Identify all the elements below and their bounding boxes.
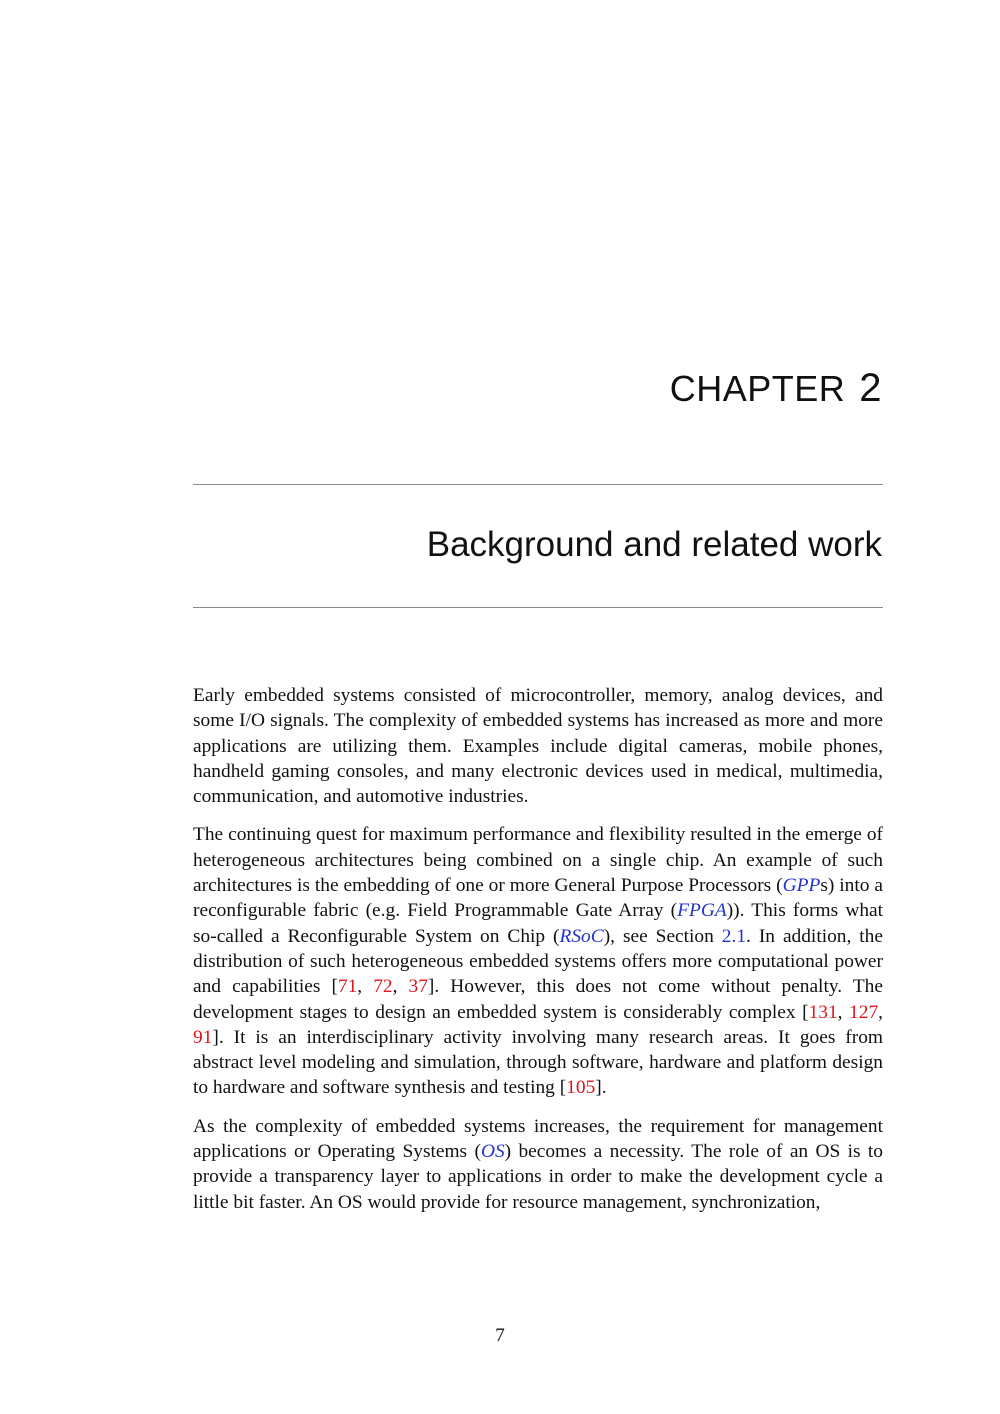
text-span: ) becomes a necessity. The role of an OS is to provide a transparency layer to applications in order to make the development cycle a little bit faster. An OS would provide for resource management, synchronization, <box>193 1141 883 1213</box>
text-span: As the complexity of embedded systems increases, the requirement for management applications or Operating Systems ( <box>193 1115 883 1163</box>
paragraph-1: Early embedded systems consisted of microcontroller, memory, analog devices, and some I/O signals. The complexity of embedded systems has increased as more and more applications are utilizing them. Examples include digital cameras, mobile phones, handheld gaming consoles, and many electronic devices used in medical, multimedia, communication, and automotive industries. <box>193 685 883 808</box>
acronym-link-os[interactable]: OS <box>480 1141 505 1163</box>
paragraph-2 <box>193 822 883 1100</box>
citation-link-72[interactable]: 72 <box>373 976 393 998</box>
paragraph-3 <box>193 1114 883 1215</box>
citation-link-71[interactable]: 71 <box>337 976 358 998</box>
citation-link-91[interactable]: 91 <box>193 1026 213 1048</box>
chapter-title: Background and related work <box>426 525 882 564</box>
citation-link-37[interactable]: 37 <box>408 976 428 998</box>
citation-link-105[interactable]: 105 <box>566 1077 596 1099</box>
body-text <box>193 683 883 1228</box>
text-span: ]. <box>595 1077 607 1099</box>
chapter-word: CHAPTER <box>669 368 846 409</box>
text-span: ]. However, this does not come without penalty. The development stages to design an embedded system is considerably complex [ <box>193 976 883 1023</box>
acronym-link-gpp[interactable]: GPP <box>782 875 821 897</box>
section-link-2-1[interactable]: 2.1 <box>721 925 747 947</box>
citation-link-131[interactable]: 131 <box>808 1001 838 1023</box>
text-span: . In addition, the distribution of such heterogeneous embedded systems offers more computational power and capabilities [ <box>193 925 883 998</box>
citation-separator: , <box>357 976 374 998</box>
acronym-link-fpga[interactable]: FPGA <box>677 900 727 922</box>
citation-separator: , <box>878 1001 883 1023</box>
chapter-number: 2 <box>859 366 882 410</box>
citation-separator: , <box>837 1001 850 1023</box>
title-rule-bottom <box>193 607 883 608</box>
acronym-link-rsoc[interactable]: RSoC <box>559 925 604 947</box>
title-rule-top <box>193 484 883 485</box>
citation-link-127[interactable]: 127 <box>849 1001 879 1023</box>
text-span: ]. It is an interdisciplinary activity involving many research areas. It goes from abstract level modeling and simulation, through software, hardware and platform design to hardware and software synthesis and testing [ <box>193 1026 883 1099</box>
text-span: ), see Section <box>603 925 722 947</box>
text-span: The continuing quest for maximum performance and flexibility resulted in the emerge of heterogeneous architectures being combined on a single chip. An example of such architectures is the embedding of one or more General Purpose Processors ( <box>193 824 883 897</box>
chapter-label <box>670 368 882 408</box>
text-span: s) into a reconfigurable fabric (e.g. Field Programmable Gate Array ( <box>193 875 883 922</box>
text-span: )). This forms what so-called a Reconfigurable System on Chip ( <box>193 900 884 947</box>
citation-separator: , <box>392 976 409 998</box>
page-number: 7 <box>495 1325 505 1346</box>
